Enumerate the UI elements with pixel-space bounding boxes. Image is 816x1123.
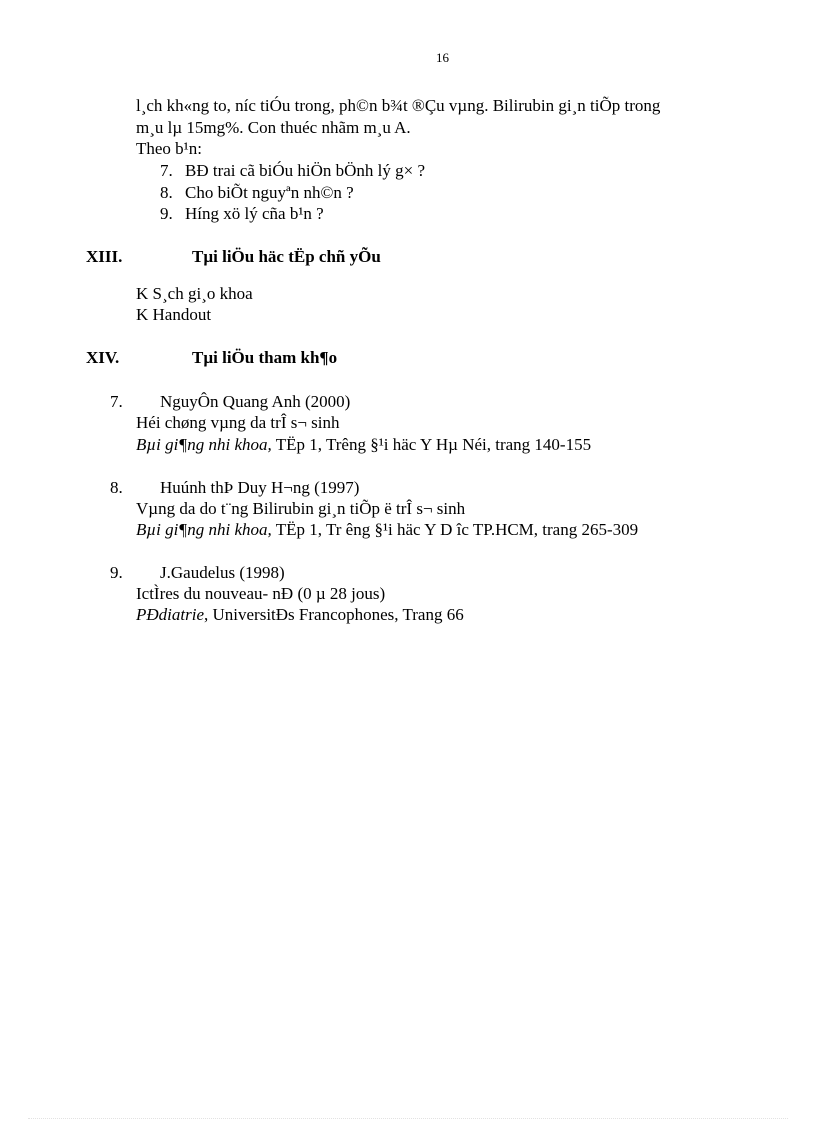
page-bottom-divider — [28, 1118, 788, 1119]
question-text: Cho biÕt nguyªn nh©n ? — [185, 183, 354, 202]
reference-number: 7. — [110, 392, 123, 411]
case-text-line-1: l¸ch kh«ng to, níc tiÓu trong, ph©n b¾t ®Çu vµng. Bilirubin gi¸n tiÕp trong — [136, 96, 661, 115]
question-text: Híng xö lý cña b¹n ? — [185, 204, 324, 223]
section-14-title: Tµi liÖu tham kh¶o — [192, 348, 338, 367]
reference-source-rest: TËp 1, Trêng §¹i häc Y Hµ Néi, trang 140-155 — [271, 435, 592, 454]
reference-author: NguyÔn Quang Anh (2000) — [160, 392, 351, 411]
reference-author: Huúnh thÞ Duy H¬ng (1997) — [160, 478, 360, 497]
reference-source — [136, 519, 638, 541]
reference-source — [136, 604, 464, 626]
section-13-number: XIII. — [86, 247, 123, 266]
question-number: 7. — [160, 161, 173, 180]
section-13-item: K Handout — [136, 305, 212, 324]
reference-source-italic: Bµi gi¶ng nhi khoa, — [136, 435, 272, 454]
section-13-item: K S¸ch gi¸o khoa — [136, 284, 253, 303]
section-13-title: Tµi liÖu häc tËp chñ yÕu — [192, 247, 381, 266]
reference-source-rest: TËp 1, Tr êng §¹i häc Y D îc TP.HCM, trang 265-309 — [271, 520, 639, 539]
case-text-line-2: m¸u lµ 15mg%. Con thuéc nhãm m¸u A. — [136, 118, 411, 137]
reference-source-italic: PÐdiatrie — [136, 605, 204, 624]
page-number: 16 — [436, 50, 449, 65]
question-number: 9. — [160, 204, 173, 223]
question-number: 8. — [160, 183, 173, 202]
reference-number: 8. — [110, 478, 123, 497]
reference-source — [136, 434, 591, 456]
reference-title: Héi chøng vµng da trÎ s¬ sinh — [136, 413, 340, 432]
question-text: BÐ trai cã biÓu hiÖn bÖnh lý g× ? — [185, 161, 425, 180]
reference-source-italic: Bµi gi¶ng nhi khoa, — [136, 520, 272, 539]
reference-title: IctÌres du nouveau- nÐ (0 µ 28 jous) — [136, 584, 386, 603]
section-14-number: XIV. — [86, 348, 120, 367]
reference-title: Vµng da do t¨ng Bilirubin gi¸n tiÕp ë trÎ s¬ sinh — [136, 499, 466, 518]
reference-author: J.Gaudelus (1998) — [160, 563, 285, 582]
reference-number: 9. — [110, 563, 123, 582]
reference-source-rest: , UniversitÐs Francophones, Trang 66 — [204, 605, 464, 624]
case-text-line-3: Theo b¹n: — [136, 139, 202, 158]
